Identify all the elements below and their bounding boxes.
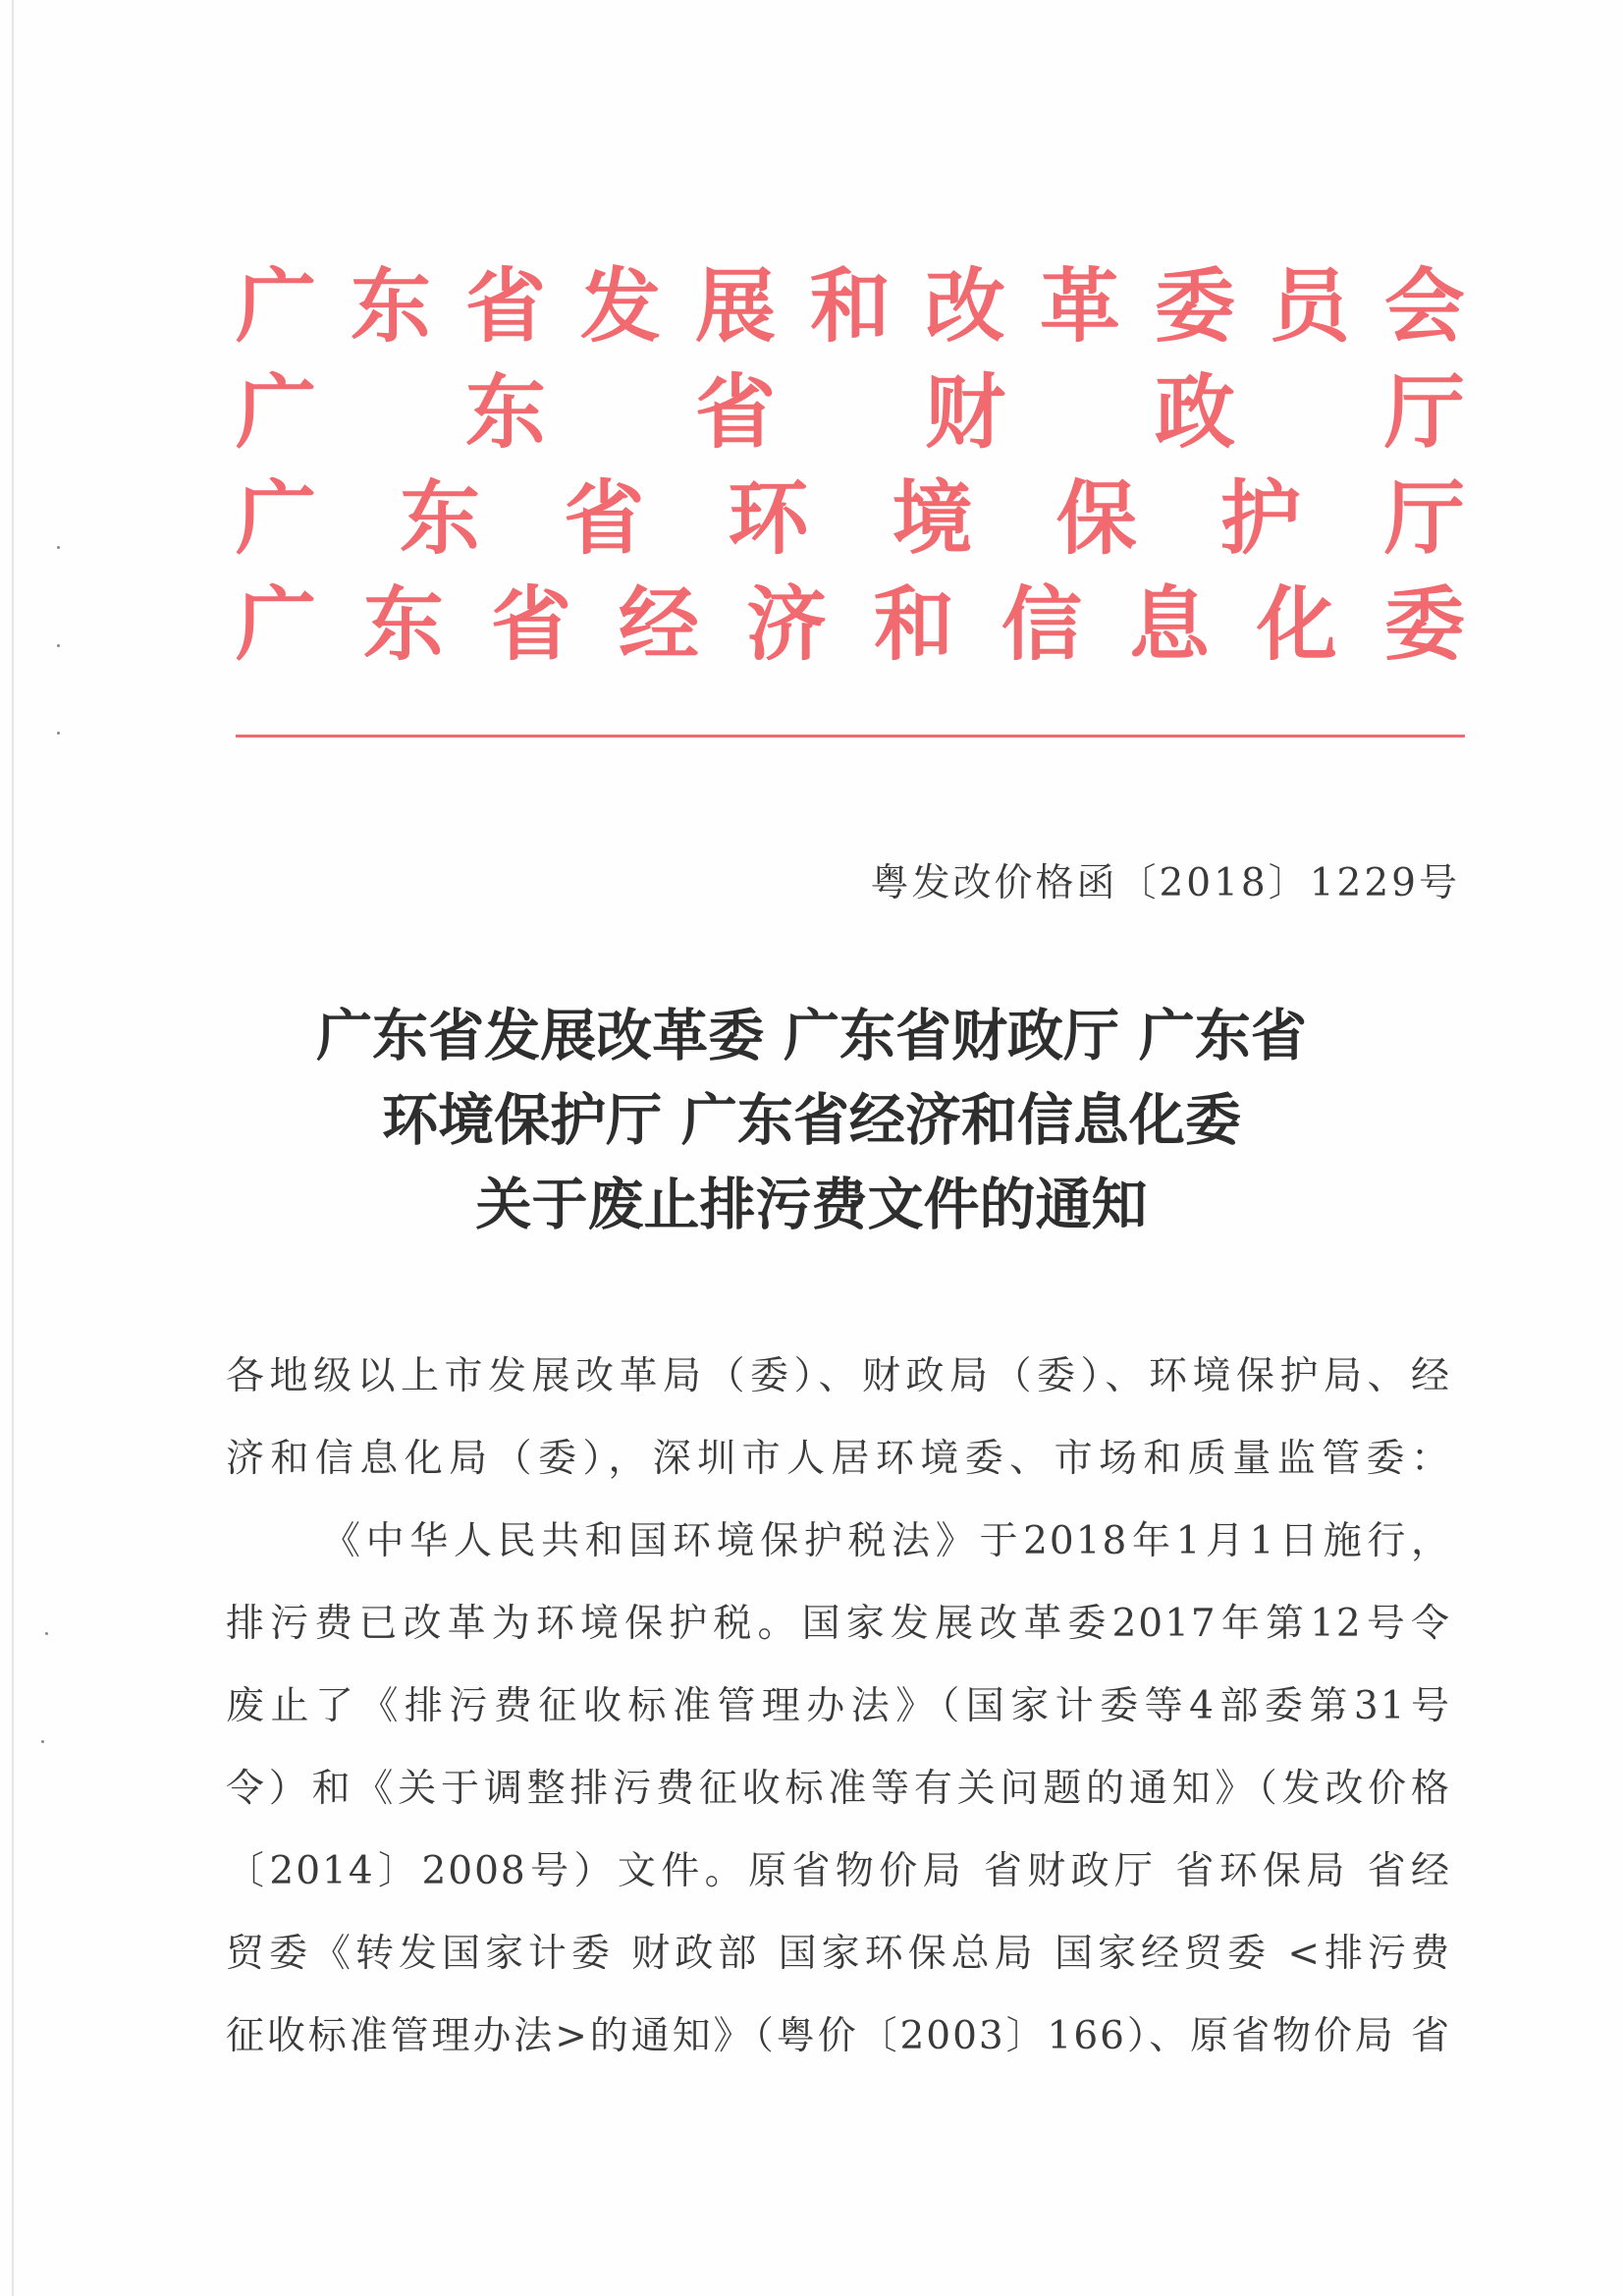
document-title	[196, 994, 1427, 1247]
letterhead-line	[236, 465, 1465, 572]
body-line: 令）和《关于调整排污费征收标准等有关问题的通知》（发改价格	[226, 1767, 1451, 1811]
body-line: 《中华人民共和国环境保护税法》于2018年1月1日施行，	[322, 1519, 1451, 1563]
letterhead-char: 化	[1256, 577, 1337, 672]
body-line-addressee: 济和信息化局（委），深圳市人居环境委、市场和质量监管委：	[226, 1437, 1451, 1481]
letterhead-char: 保	[1055, 471, 1137, 566]
letterhead-char: 改	[924, 259, 1005, 354]
letterhead-char: 和	[809, 259, 891, 354]
letterhead-char: 环	[728, 471, 809, 566]
letterhead-char: 息	[1128, 577, 1210, 672]
letterhead-char: 广	[236, 471, 317, 566]
document-number: 粤发改价格函〔2018〕1229号	[870, 861, 1460, 905]
scan-edge	[12, 0, 14, 2296]
letterhead-char: 政	[1154, 365, 1235, 460]
scan-speck	[41, 1740, 44, 1743]
letterhead-char: 员	[1269, 259, 1350, 354]
red-separator-line	[236, 735, 1465, 738]
letterhead-char: 展	[694, 259, 776, 354]
letterhead-line	[236, 253, 1465, 359]
letterhead-char: 和	[873, 577, 954, 672]
letterhead-char: 东	[350, 259, 431, 354]
letterhead-char: 厅	[1383, 471, 1465, 566]
letterhead-char: 东	[400, 471, 481, 566]
title-line: 广东省发展改革委 广东省财政厅 广东省	[316, 1004, 1307, 1068]
document-body	[226, 1336, 1451, 2078]
scan-speck	[57, 546, 60, 549]
letterhead-char: 发	[579, 259, 661, 354]
scan-speck	[57, 732, 60, 735]
body-line: 排污费已改革为环境保护税。国家发展改革委2017年第12号令	[226, 1602, 1451, 1646]
scan-speck	[57, 644, 60, 647]
body-line: 征收标准管理办法>的通知》（粤价〔2003〕166）、原省物价局 省	[226, 2014, 1451, 2058]
letterhead-char: 护	[1219, 471, 1301, 566]
letterhead-char: 革	[1039, 259, 1120, 354]
letterhead-char: 会	[1383, 259, 1465, 354]
letterhead-char: 广	[236, 365, 317, 460]
letterhead-char: 经	[618, 577, 699, 672]
letterhead-line	[236, 572, 1465, 678]
letterhead-char: 省	[694, 365, 776, 460]
letterhead-char: 省	[564, 471, 645, 566]
letterhead-char: 境	[892, 471, 973, 566]
scan-speck	[45, 1632, 48, 1635]
letterhead-char: 省	[490, 577, 571, 672]
title-line: 环境保护厅 广东省经济和信息化委	[382, 1088, 1241, 1153]
letterhead-char: 信	[1001, 577, 1082, 672]
letterhead-char: 广	[236, 577, 317, 672]
body-line: 贸委《转发国家计委 财政部 国家环保总局 国家经贸委 <排污费	[226, 1932, 1451, 1976]
letterhead-char: 省	[464, 259, 546, 354]
body-line: 废止了《排污费征收标准管理办法》（国家计委等4部委第31号	[226, 1684, 1451, 1728]
body-line-addressee: 各地级以上市发展改革局（委）、财政局（委）、环境保护局、经	[226, 1354, 1451, 1398]
title-line: 关于废止排污费文件的通知	[475, 1173, 1148, 1237]
letterhead-line	[236, 359, 1465, 465]
letterhead-char: 厅	[1383, 365, 1465, 460]
letterhead-char: 东	[362, 577, 444, 672]
letterhead-char: 东	[464, 365, 546, 460]
letterhead-char: 委	[1154, 259, 1235, 354]
letterhead-char: 财	[924, 365, 1005, 460]
letterhead-char: 济	[745, 577, 827, 672]
body-line: 〔2014〕2008号）文件。原省物价局 省财政厅 省环保局 省经	[226, 1849, 1451, 1893]
letterhead-char: 广	[236, 259, 317, 354]
red-letterhead	[236, 253, 1465, 678]
letterhead-char: 委	[1383, 577, 1465, 672]
